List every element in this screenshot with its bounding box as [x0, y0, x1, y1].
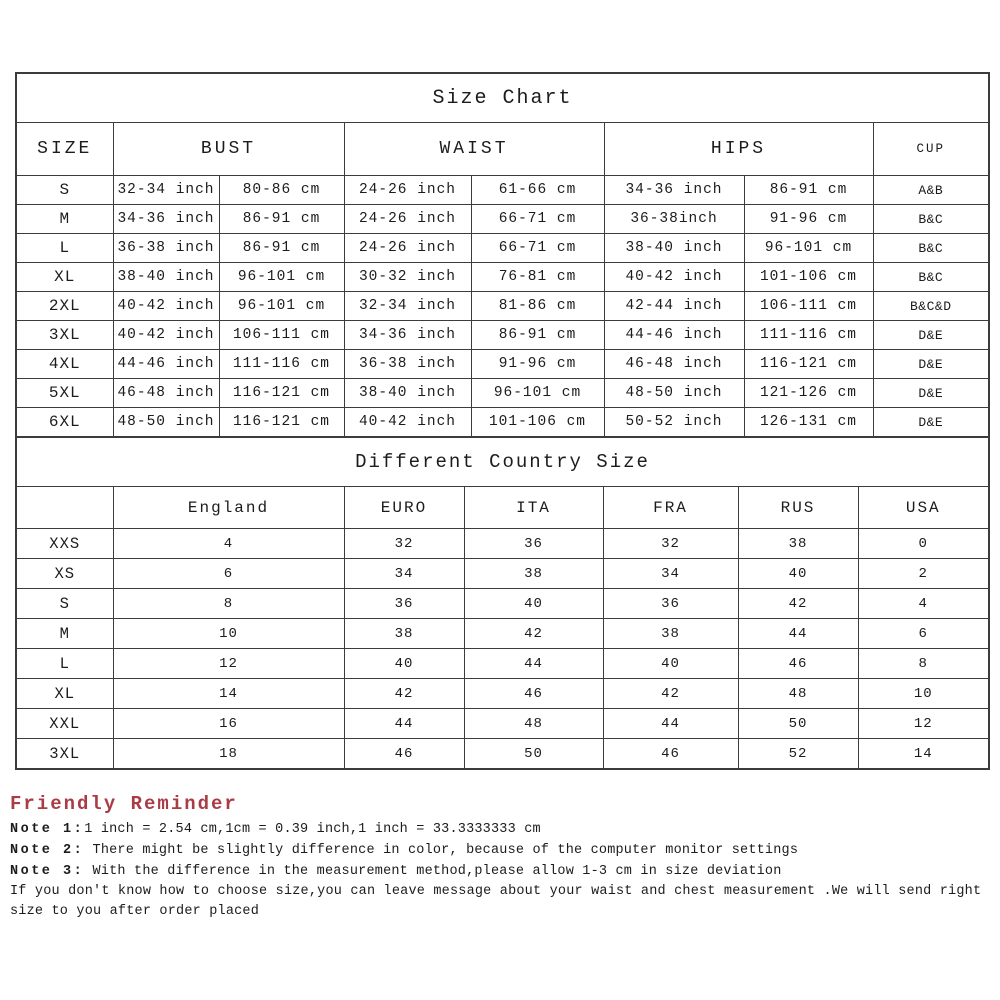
row-label: S: [16, 176, 113, 205]
column-header-bust: BUST: [113, 123, 344, 176]
size-chart-header-row: [16, 123, 989, 176]
cell: 96-101 cm: [219, 263, 344, 292]
row-label: XL: [16, 263, 113, 292]
cell: 46: [603, 739, 738, 770]
table-row: [16, 205, 989, 234]
table-row: [16, 263, 989, 292]
table-row: [16, 408, 989, 438]
cell: 42: [344, 679, 464, 709]
cell: 12: [113, 649, 344, 679]
sizing-help-text: If you don't know how to choose size,you can leave message about your waist and chest measurement .We will send right size to you after order placed: [10, 884, 982, 919]
table-row: [16, 379, 989, 408]
cell: 34-36 inch: [344, 321, 471, 350]
cell: 40: [603, 649, 738, 679]
cell: 14: [113, 679, 344, 709]
cell: 126-131 cm: [744, 408, 873, 438]
row-label: XXS: [16, 529, 113, 559]
table-row: [16, 292, 989, 321]
row-label: L: [16, 234, 113, 263]
cell: 24-26 inch: [344, 176, 471, 205]
cell: 10: [113, 619, 344, 649]
row-label: 3XL: [16, 321, 113, 350]
row-label: XL: [16, 679, 113, 709]
column-header-ita: ITA: [464, 487, 603, 529]
table-row: [16, 234, 989, 263]
cell: 38: [344, 619, 464, 649]
cell: 86-91 cm: [219, 205, 344, 234]
cell: 40: [344, 649, 464, 679]
note-2-text: There might be slightly difference in color, because of the computer monitor settings: [84, 843, 799, 858]
row-label: 5XL: [16, 379, 113, 408]
size-chart-body: [16, 176, 989, 438]
cell: D&E: [873, 408, 989, 438]
column-header-waist: WAIST: [344, 123, 604, 176]
cell: D&E: [873, 321, 989, 350]
cell: 44-46 inch: [113, 350, 219, 379]
cell: D&E: [873, 379, 989, 408]
cell: 46-48 inch: [113, 379, 219, 408]
cell: 48-50 inch: [113, 408, 219, 438]
row-label: 2XL: [16, 292, 113, 321]
cell: 86-91 cm: [744, 176, 873, 205]
column-header-blank: [16, 487, 113, 529]
cell: 44: [603, 709, 738, 739]
cell: 46: [344, 739, 464, 770]
size-chart-title: Size Chart: [16, 73, 989, 123]
cell: 34: [603, 559, 738, 589]
cell: 10: [858, 679, 989, 709]
cell: 48-50 inch: [604, 379, 744, 408]
column-header-hips: HIPS: [604, 123, 873, 176]
cell: 34-36 inch: [604, 176, 744, 205]
cell: B&C: [873, 234, 989, 263]
cell: 0: [858, 529, 989, 559]
table-row: [16, 176, 989, 205]
cell: 66-71 cm: [471, 205, 604, 234]
table-row: [16, 679, 989, 709]
cell: 8: [113, 589, 344, 619]
table-row: [16, 321, 989, 350]
cell: 36-38 inch: [344, 350, 471, 379]
cell: 121-126 cm: [744, 379, 873, 408]
cell: 116-121 cm: [219, 408, 344, 438]
column-header-england: England: [113, 487, 344, 529]
note-3-text: With the difference in the measurement method,please allow 1-3 cm in size deviation: [84, 864, 782, 879]
country-size-table: [15, 436, 990, 770]
table-row: [16, 649, 989, 679]
table-row: [16, 739, 989, 770]
cell: 40-42 inch: [113, 292, 219, 321]
cell: 32-34 inch: [344, 292, 471, 321]
cell: 24-26 inch: [344, 205, 471, 234]
cell: 106-111 cm: [744, 292, 873, 321]
cell: 50: [464, 739, 603, 770]
cell: 32: [603, 529, 738, 559]
cell: 86-91 cm: [219, 234, 344, 263]
cell: 42: [738, 589, 858, 619]
cell: 36: [344, 589, 464, 619]
cell: 66-71 cm: [471, 234, 604, 263]
cell: 40-42 inch: [604, 263, 744, 292]
cell: D&E: [873, 350, 989, 379]
column-header-size: SIZE: [16, 123, 113, 176]
column-header-rus: RUS: [738, 487, 858, 529]
cell: 32-34 inch: [113, 176, 219, 205]
country-size-title: Different Country Size: [16, 437, 989, 487]
row-label: XS: [16, 559, 113, 589]
note-3: [10, 861, 988, 882]
cell: 38-40 inch: [344, 379, 471, 408]
note-1-text: 1 inch = 2.54 cm,1cm = 0.39 inch,1 inch = 33.3333333 cm: [84, 822, 541, 837]
cell: 38: [464, 559, 603, 589]
column-header-usa: USA: [858, 487, 989, 529]
cell: 36-38inch: [604, 205, 744, 234]
cell: 42: [603, 679, 738, 709]
cell: 14: [858, 739, 989, 770]
column-header-euro: EURO: [344, 487, 464, 529]
cell: 12: [858, 709, 989, 739]
cell: 40: [738, 559, 858, 589]
note-2-label: Note 2:: [10, 843, 85, 858]
cell: 40-42 inch: [344, 408, 471, 438]
cell: 44: [738, 619, 858, 649]
row-label: S: [16, 589, 113, 619]
cell: B&C: [873, 205, 989, 234]
cell: 38: [603, 619, 738, 649]
cell: 44-46 inch: [604, 321, 744, 350]
cell: 96-101 cm: [471, 379, 604, 408]
cell: 42: [464, 619, 603, 649]
cell: 50: [738, 709, 858, 739]
cell: 48: [464, 709, 603, 739]
cell: 46: [738, 649, 858, 679]
cell: 32: [344, 529, 464, 559]
cell: 38: [738, 529, 858, 559]
table-row: [16, 350, 989, 379]
cell: 61-66 cm: [471, 176, 604, 205]
cell: 80-86 cm: [219, 176, 344, 205]
note-1-label: Note 1:: [10, 822, 85, 837]
cell: 91-96 cm: [471, 350, 604, 379]
row-label: M: [16, 619, 113, 649]
cell: 38-40 inch: [604, 234, 744, 263]
note-1: [10, 819, 988, 840]
cell: 91-96 cm: [744, 205, 873, 234]
table-row: [16, 559, 989, 589]
cell: B&C: [873, 263, 989, 292]
cell: 76-81 cm: [471, 263, 604, 292]
notes-section: [10, 793, 988, 922]
cell: 4: [113, 529, 344, 559]
cell: 106-111 cm: [219, 321, 344, 350]
cell: 86-91 cm: [471, 321, 604, 350]
cell: 46-48 inch: [604, 350, 744, 379]
cell: 36: [603, 589, 738, 619]
cell: 44: [464, 649, 603, 679]
note-3-label: Note 3:: [10, 864, 85, 879]
cell: 116-121 cm: [744, 350, 873, 379]
cell: 40-42 inch: [113, 321, 219, 350]
cell: 18: [113, 739, 344, 770]
cell: 4: [858, 589, 989, 619]
table-row: [16, 619, 989, 649]
cell: 111-116 cm: [219, 350, 344, 379]
friendly-reminder-heading: Friendly Reminder: [10, 793, 238, 815]
cell: B&C&D: [873, 292, 989, 321]
table-row: [16, 589, 989, 619]
cell: 2: [858, 559, 989, 589]
table-row: [16, 529, 989, 559]
size-chart-table: [15, 72, 990, 438]
cell: 52: [738, 739, 858, 770]
cell: 44: [344, 709, 464, 739]
column-header-fra: FRA: [603, 487, 738, 529]
country-size-header-row: [16, 487, 989, 529]
column-header-cup: CUP: [873, 123, 989, 176]
cell: 30-32 inch: [344, 263, 471, 292]
cell: 81-86 cm: [471, 292, 604, 321]
row-label: XXL: [16, 709, 113, 739]
cell: 24-26 inch: [344, 234, 471, 263]
cell: 42-44 inch: [604, 292, 744, 321]
cell: A&B: [873, 176, 989, 205]
cell: 96-101 cm: [219, 292, 344, 321]
row-label: 3XL: [16, 739, 113, 770]
country-size-body: [16, 529, 989, 770]
cell: 6: [858, 619, 989, 649]
cell: 16: [113, 709, 344, 739]
row-label: 4XL: [16, 350, 113, 379]
cell: 34: [344, 559, 464, 589]
cell: 101-106 cm: [471, 408, 604, 438]
cell: 46: [464, 679, 603, 709]
cell: 8: [858, 649, 989, 679]
country-size-title-row: [16, 437, 989, 487]
cell: 40: [464, 589, 603, 619]
size-chart-sheet: [15, 72, 988, 770]
row-label: M: [16, 205, 113, 234]
cell: 48: [738, 679, 858, 709]
cell: 101-106 cm: [744, 263, 873, 292]
cell: 116-121 cm: [219, 379, 344, 408]
cell: 6: [113, 559, 344, 589]
cell: 34-36 inch: [113, 205, 219, 234]
cell: 111-116 cm: [744, 321, 873, 350]
row-label: 6XL: [16, 408, 113, 438]
size-chart-title-row: [16, 73, 989, 123]
note-2: [10, 840, 988, 861]
cell: 36-38 inch: [113, 234, 219, 263]
table-row: [16, 709, 989, 739]
cell: 50-52 inch: [604, 408, 744, 438]
cell: 38-40 inch: [113, 263, 219, 292]
cell: 96-101 cm: [744, 234, 873, 263]
cell: 36: [464, 529, 603, 559]
row-label: L: [16, 649, 113, 679]
